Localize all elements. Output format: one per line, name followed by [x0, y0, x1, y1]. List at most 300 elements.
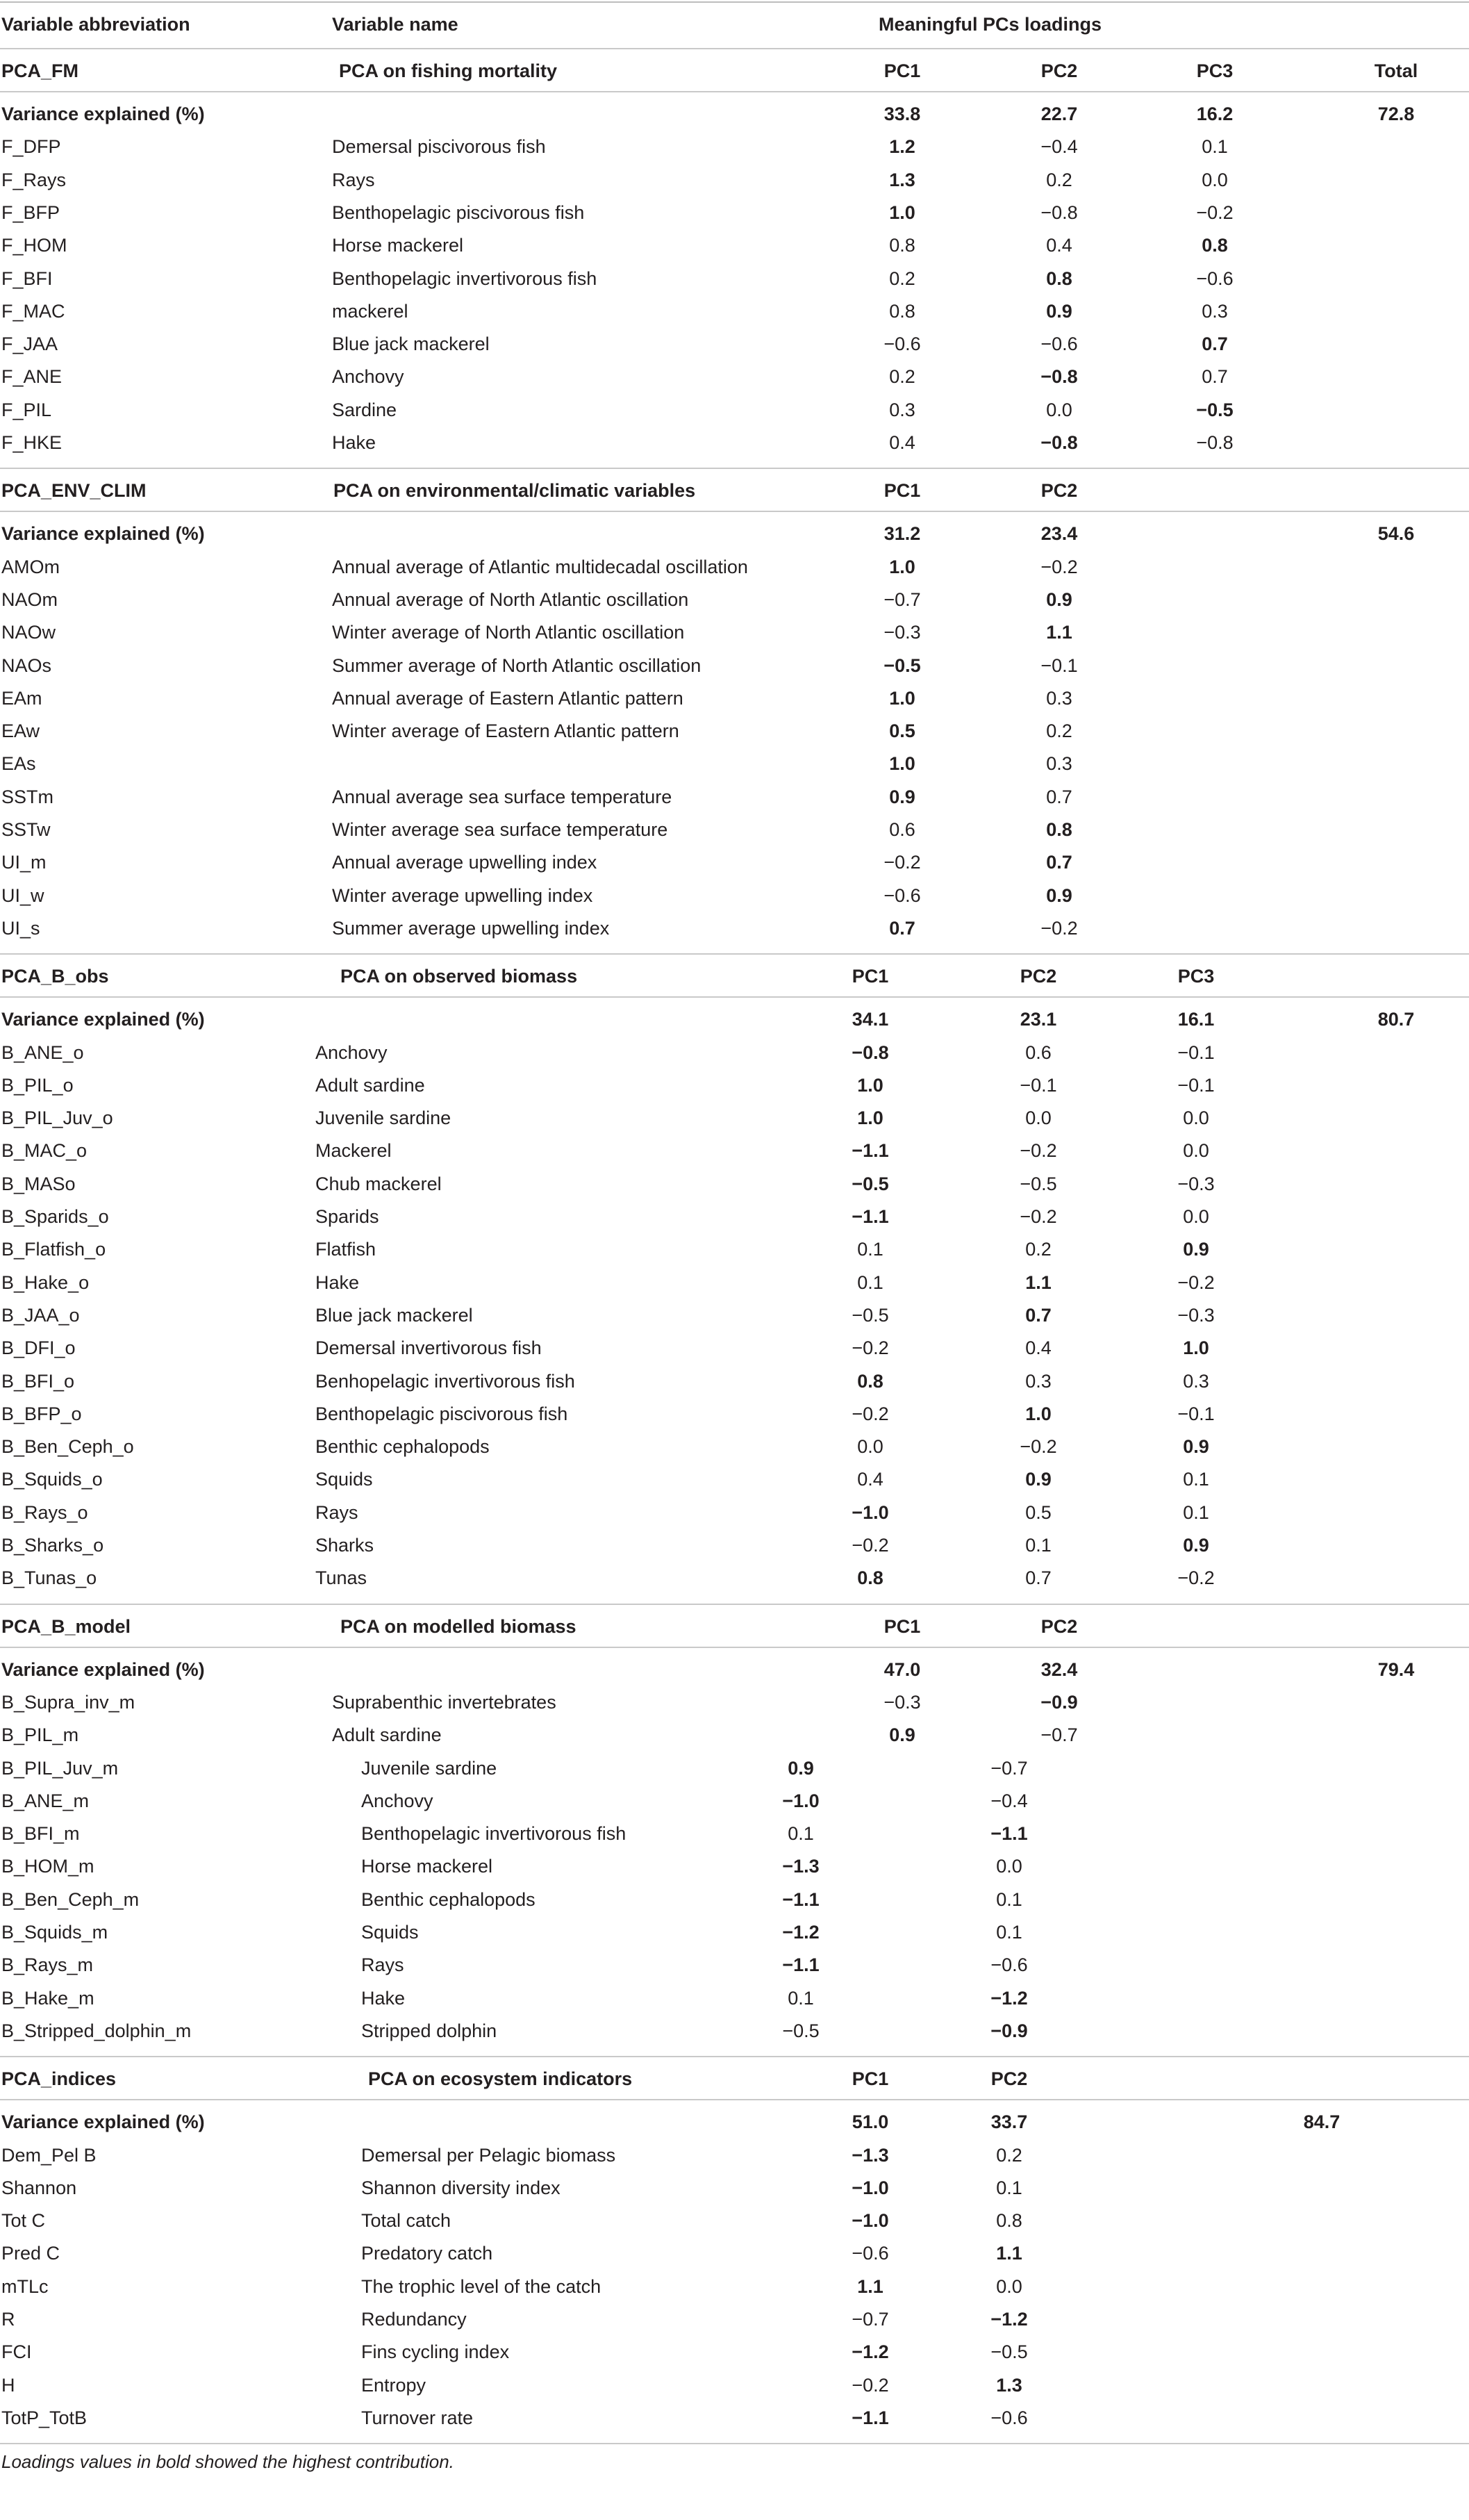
loading-value: −0.2: [1177, 1567, 1215, 1589]
variable-name: Demersal per Pelagic biomass: [361, 2144, 616, 2166]
header-loadings: Meaningful PCs loadings: [879, 14, 1102, 35]
loading-value: 1.0: [889, 753, 915, 775]
loading-value: −0.2: [852, 1337, 889, 1359]
loading-value: 0.1: [1025, 1535, 1052, 1556]
variable-abbreviation: F_HKE: [1, 432, 63, 453]
variable-name: Anchovy: [315, 1041, 388, 1063]
variable-abbreviation: B_ANE_o: [1, 1041, 84, 1063]
variable-name: The trophic level of the catch: [361, 2275, 601, 2297]
loading-value: −0.6: [990, 1954, 1028, 1976]
variable-name: Squids: [361, 1922, 419, 1943]
variable-abbreviation: H: [1, 2374, 15, 2396]
loading-value: 0.7: [1046, 852, 1072, 873]
loading-value: 0.9: [1183, 1239, 1209, 1260]
variable-name: Blue jack mackerel: [332, 333, 490, 355]
loading-value: 0.0: [996, 2275, 1022, 2297]
variable-name: Demersal invertivorous fish: [315, 1337, 542, 1359]
loading-value: −0.6: [852, 2243, 889, 2264]
variable-abbreviation: NAOw: [1, 622, 56, 643]
loading-value: 0.9: [1046, 884, 1072, 906]
variable-abbreviation: B_Hake_m: [1, 1987, 94, 2009]
section-title-row: [0, 1611, 1469, 1643]
loading-value: 0.0: [1183, 1140, 1209, 1162]
loading-value: 1.0: [889, 687, 915, 709]
table-rule: [0, 1604, 1469, 1605]
table-row: [0, 1884, 1469, 1916]
loading-value: 0.2: [1046, 169, 1072, 190]
variable-name: Benthopelagic invertivorous fish: [332, 267, 597, 289]
loading-value: −0.2: [852, 2374, 889, 2396]
variable-name: Sharks: [315, 1535, 374, 1556]
table-rule: [0, 2056, 1469, 2057]
variable-name: Summer average upwelling index: [332, 917, 610, 939]
table-row: [0, 748, 1469, 780]
loading-value: −1.2: [990, 2309, 1028, 2330]
variable-abbreviation: B_Ben_Ceph_o: [1, 1436, 134, 1458]
loading-value: −1.0: [852, 1501, 889, 1523]
loading-value: 0.3: [1046, 687, 1072, 709]
pc-header: PC2: [1040, 60, 1078, 81]
loading-value: −0.6: [883, 333, 921, 355]
loading-value: 0.8: [857, 1567, 883, 1589]
table-row: [0, 814, 1469, 846]
loading-value: −0.7: [990, 1757, 1028, 1779]
variable-name: Mackerel: [315, 1140, 392, 1162]
variable-abbreviation: EAw: [1, 720, 40, 742]
table-row: [0, 2015, 1469, 2048]
loading-value: −0.1: [1177, 1074, 1215, 1096]
table-rule: [0, 1, 1469, 3]
variable-abbreviation: B_Sharks_o: [1, 1535, 104, 1556]
variance-total: 84.7: [1303, 2111, 1341, 2133]
variable-abbreviation: B_Sparids_o: [1, 1206, 109, 1227]
loading-value: 0.6: [889, 819, 915, 840]
section-title: PCA_indices: [1, 2068, 117, 2090]
table-row: [0, 1916, 1469, 1949]
variable-abbreviation: B_DFI_o: [1, 1337, 76, 1359]
variable-name: Demersal piscivorous fish: [332, 136, 546, 158]
loading-value: −0.2: [1040, 556, 1078, 577]
loading-value: 0.3: [889, 399, 915, 420]
variable-name: Flatfish: [315, 1239, 376, 1260]
variable-name: Benthopelagic piscivorous fish: [315, 1403, 568, 1424]
loading-value: −0.5: [852, 1304, 889, 1326]
loading-value: −0.1: [1177, 1041, 1215, 1063]
loading-value: −1.1: [782, 1888, 820, 1910]
variance-value: 51.0: [852, 2111, 889, 2133]
loading-value: 0.2: [1025, 1239, 1052, 1260]
loading-value: 0.0: [1183, 1206, 1209, 1227]
variable-abbreviation: B_MASo: [1, 1173, 76, 1194]
table-row: [0, 2205, 1469, 2237]
variable-name: Rays: [332, 169, 375, 190]
loading-value: 0.1: [1183, 1469, 1209, 1490]
loading-value: −0.6: [883, 884, 921, 906]
variable-name: Total catch: [361, 2210, 451, 2232]
table-row: [0, 846, 1469, 879]
table-row: [0, 229, 1469, 262]
variable-abbreviation: Pred C: [1, 2243, 60, 2264]
variable-name: Juvenile sardine: [315, 1107, 451, 1129]
variable-abbreviation: F_HOM: [1, 235, 67, 256]
loading-value: 0.1: [788, 1987, 814, 2009]
table-rule: [0, 468, 1469, 469]
variable-abbreviation: B_MAC_o: [1, 1140, 88, 1162]
variable-name: Chub mackerel: [315, 1173, 442, 1194]
variable-name: Annual average of Eastern Atlantic pattern: [332, 687, 683, 709]
variance-value: 16.1: [1177, 1009, 1215, 1030]
table-row: [0, 1299, 1469, 1332]
loading-value: 0.9: [1025, 1469, 1052, 1490]
variable-abbreviation: SSTm: [1, 786, 54, 807]
loading-value: −0.8: [1196, 432, 1234, 453]
section-description: PCA on observed biomass: [340, 966, 578, 987]
loading-value: −0.3: [883, 1691, 921, 1713]
table-row: [0, 1982, 1469, 2015]
loading-value: 0.7: [1046, 786, 1072, 807]
variable-name: Benthopelagic piscivorous fish: [332, 201, 585, 223]
variance-value: 32.4: [1040, 1658, 1078, 1680]
variable-abbreviation: B_ANE_m: [1, 1790, 90, 1811]
table-row: [0, 1332, 1469, 1365]
table-row: [0, 131, 1469, 163]
loading-value: 0.0: [857, 1436, 883, 1458]
table-footnote: Loadings values in bold showed the highest contribution.: [1, 2451, 454, 2473]
loading-value: 0.1: [857, 1239, 883, 1260]
loading-value: −0.9: [1040, 1691, 1078, 1713]
table-row: [0, 2369, 1469, 2402]
table-row: [0, 584, 1469, 616]
variable-name: Turnover rate: [361, 2407, 474, 2428]
table-row: [0, 551, 1469, 584]
variable-name: Benthopelagic invertivorous fish: [361, 1823, 626, 1845]
table-row: [0, 1267, 1469, 1299]
variable-name: Blue jack mackerel: [315, 1304, 473, 1326]
table-row: [0, 361, 1469, 393]
variable-abbreviation: FCI: [1, 2341, 32, 2363]
loading-value: −0.2: [883, 852, 921, 873]
loading-value: −1.0: [852, 2210, 889, 2232]
pc-header: PC2: [1040, 1615, 1078, 1637]
variable-abbreviation: F_Rays: [1, 169, 67, 190]
variable-abbreviation: UI_w: [1, 884, 44, 906]
table-row: [0, 1398, 1469, 1431]
loading-value: 1.2: [889, 136, 915, 158]
loading-value: 1.0: [889, 556, 915, 577]
variance-value: 23.4: [1040, 523, 1078, 545]
loading-value: −0.5: [1020, 1173, 1057, 1194]
table-row: [0, 1686, 1469, 1719]
loading-value: −0.5: [990, 2341, 1028, 2363]
variable-abbreviation: Dem_Pel B: [1, 2144, 97, 2166]
variable-abbreviation: B_Rays_o: [1, 1501, 88, 1523]
loading-value: 0.8: [857, 1370, 883, 1392]
variance-total: 54.6: [1377, 523, 1415, 545]
variance-label: Variance explained (%): [1, 523, 205, 545]
loading-value: 0.7: [1025, 1304, 1052, 1326]
variable-abbreviation: F_ANE: [1, 366, 63, 388]
variable-name: Winter average of North Atlantic oscillation: [332, 622, 685, 643]
variable-abbreviation: SSTw: [1, 819, 51, 840]
variance-value: 16.2: [1196, 104, 1234, 124]
table-row: [0, 2303, 1469, 2336]
loading-value: −0.8: [1040, 366, 1078, 388]
loading-value: 0.0: [1183, 1107, 1209, 1129]
variable-abbreviation: B_JAA_o: [1, 1304, 80, 1326]
table-row: [0, 1233, 1469, 1266]
variance-total: 72.8: [1377, 104, 1415, 124]
loading-value: −0.2: [1020, 1436, 1057, 1458]
table-row: [0, 2271, 1469, 2303]
pc-header: PC2: [990, 2068, 1028, 2090]
variable-abbreviation: B_Stripped_dolphin_m: [1, 2020, 192, 2041]
variable-name: Squids: [315, 1469, 373, 1490]
section-title-row: [0, 55, 1469, 88]
loading-value: 0.4: [857, 1469, 883, 1490]
loading-value: 0.9: [1183, 1436, 1209, 1458]
variable-abbreviation: F_MAC: [1, 300, 65, 322]
total-header: Total: [1374, 60, 1418, 81]
variable-name: Winter average sea surface temperature: [332, 819, 668, 840]
variance-label: Variance explained (%): [1, 2111, 205, 2133]
section-title: PCA_FM: [1, 60, 79, 81]
loading-value: 1.0: [857, 1074, 883, 1096]
loading-value: 0.1: [996, 2177, 1022, 2198]
loading-value: −1.3: [852, 2144, 889, 2166]
loading-value: 0.9: [1046, 588, 1072, 610]
loading-value: 0.9: [788, 1757, 814, 1779]
loading-value: −0.1: [1177, 1403, 1215, 1424]
loading-value: 1.3: [889, 169, 915, 190]
variable-abbreviation: B_PIL_Juv_o: [1, 1107, 113, 1129]
variable-name: Annual average upwelling index: [332, 852, 597, 873]
loading-value: −1.1: [852, 2407, 889, 2428]
variable-name: mackerel: [332, 300, 408, 322]
table-row: [0, 263, 1469, 295]
variable-name: Sparids: [315, 1206, 379, 1227]
loading-value: −1.0: [782, 1790, 820, 1811]
variable-abbreviation: mTLc: [1, 2275, 49, 2297]
variable-abbreviation: R: [1, 2309, 15, 2330]
loading-value: 1.0: [1183, 1337, 1209, 1359]
variance-value: 47.0: [883, 1658, 921, 1680]
table-row: [0, 1201, 1469, 1233]
loading-value: 0.9: [889, 786, 915, 807]
table-row: [0, 1463, 1469, 1496]
loading-value: 1.0: [857, 1107, 883, 1129]
variable-name: Rays: [361, 1954, 404, 1976]
variable-abbreviation: B_BFP_o: [1, 1403, 82, 1424]
table-rule: [0, 2443, 1469, 2444]
variable-abbreviation: B_Hake_o: [1, 1271, 90, 1293]
loading-value: 1.3: [996, 2374, 1022, 2396]
variable-abbreviation: B_Ben_Ceph_m: [1, 1888, 140, 1910]
section-title: PCA_ENV_CLIM: [1, 480, 147, 502]
loading-value: −0.5: [1196, 399, 1234, 420]
variable-name: Sardine: [332, 399, 397, 420]
loading-value: 0.4: [889, 432, 915, 453]
loading-value: 0.6: [1025, 1041, 1052, 1063]
variance-total: 80.7: [1377, 1009, 1415, 1030]
pc-header: PC2: [1040, 480, 1078, 502]
table-row: [0, 1365, 1469, 1398]
loading-value: 0.8: [889, 235, 915, 256]
loading-value: 0.1: [996, 1888, 1022, 1910]
loading-value: 0.8: [1046, 267, 1072, 289]
loading-value: 0.1: [788, 1823, 814, 1845]
variable-abbreviation: F_DFP: [1, 136, 61, 158]
variable-abbreviation: AMOm: [1, 556, 60, 577]
loading-value: 0.9: [1183, 1535, 1209, 1556]
table-row: [0, 715, 1469, 748]
pc-header: PC1: [883, 1615, 921, 1637]
variable-name: Predatory catch: [361, 2243, 493, 2264]
variable-name: Annual average sea surface temperature: [332, 786, 672, 807]
loading-value: −0.2: [1040, 917, 1078, 939]
table-row: [0, 1168, 1469, 1201]
loading-value: −0.6: [990, 2407, 1028, 2428]
table-row: [0, 197, 1469, 229]
variance-value: 34.1: [852, 1009, 889, 1030]
variable-abbreviation: F_BFI: [1, 267, 53, 289]
variance-value: 23.1: [1020, 1009, 1057, 1030]
loading-value: 0.8: [1202, 235, 1228, 256]
loading-value: 0.0: [996, 1856, 1022, 1877]
variable-name: Rays: [315, 1501, 358, 1523]
variable-name: Fins cycling index: [361, 2341, 510, 2363]
variable-abbreviation: B_PIL_Juv_m: [1, 1757, 119, 1779]
section-title: PCA_B_model: [1, 1615, 131, 1637]
loading-value: −0.7: [852, 2309, 889, 2330]
variable-abbreviation: B_HOM_m: [1, 1856, 94, 1877]
loading-value: −0.5: [852, 1173, 889, 1194]
loading-value: 0.2: [1046, 720, 1072, 742]
variable-abbreviation: B_BFI_o: [1, 1370, 75, 1392]
table-row: [0, 616, 1469, 649]
variable-name: Anchovy: [332, 366, 404, 388]
loading-value: 0.2: [889, 267, 915, 289]
loading-value: 0.4: [1046, 235, 1072, 256]
variable-abbreviation: Shannon: [1, 2177, 77, 2198]
table-rule: [0, 953, 1469, 955]
loading-value: −0.3: [883, 622, 921, 643]
table-row: [0, 1850, 1469, 1883]
variance-row: [0, 1003, 1469, 1036]
loading-value: −0.8: [1040, 201, 1078, 223]
variance-row: [0, 98, 1469, 131]
loading-value: −1.1: [852, 1206, 889, 1227]
loading-value: 0.1: [996, 1922, 1022, 1943]
section-description: PCA on modelled biomass: [340, 1615, 576, 1637]
table-row: [0, 295, 1469, 328]
variable-name: Winter average upwelling index: [332, 884, 593, 906]
loading-value: 0.1: [857, 1271, 883, 1293]
loading-value: 0.7: [1025, 1567, 1052, 1589]
variable-name: Hake: [332, 432, 376, 453]
variance-label: Variance explained (%): [1, 1658, 205, 1680]
loading-value: 1.0: [889, 201, 915, 223]
pc-header: PC1: [852, 2068, 889, 2090]
pc-header: PC3: [1177, 966, 1215, 987]
loading-value: −0.8: [852, 1041, 889, 1063]
loading-value: −1.1: [852, 1140, 889, 1162]
loading-value: −0.6: [1040, 333, 1078, 355]
variable-abbreviation: F_JAA: [1, 333, 58, 355]
loading-value: 0.3: [1183, 1370, 1209, 1392]
loading-value: 0.1: [1202, 136, 1228, 158]
loading-value: −0.2: [1196, 201, 1234, 223]
loading-value: −1.2: [990, 1987, 1028, 2009]
variable-abbreviation: B_BFI_m: [1, 1823, 80, 1845]
variance-row: [0, 518, 1469, 550]
variable-name: Winter average of Eastern Atlantic pattern: [332, 720, 679, 742]
variable-name: Hake: [315, 1271, 360, 1293]
table-row: [0, 1497, 1469, 1529]
variance-value: 33.8: [883, 104, 921, 124]
table-row: [0, 427, 1469, 459]
table-row: [0, 781, 1469, 814]
loading-value: 0.0: [1025, 1107, 1052, 1129]
variable-name: Benthic cephalopods: [315, 1436, 490, 1458]
table-row: [0, 1529, 1469, 1562]
section-title-row: [0, 475, 1469, 507]
loading-value: 0.3: [1046, 753, 1072, 775]
variable-name: Hake: [361, 1987, 406, 2009]
loading-value: 0.3: [1025, 1370, 1052, 1392]
section-title: PCA_B_obs: [1, 966, 109, 987]
pc-header: PC1: [883, 480, 921, 502]
loading-value: −0.2: [1020, 1206, 1057, 1227]
pc-header: PC3: [1196, 60, 1234, 81]
variable-name: Entropy: [361, 2374, 426, 2396]
table-row: [0, 650, 1469, 682]
loading-value: 0.5: [1025, 1501, 1052, 1523]
loading-value: 1.0: [1025, 1403, 1052, 1424]
loading-value: 0.8: [889, 300, 915, 322]
table-row: [0, 164, 1469, 197]
table-row: [0, 2336, 1469, 2369]
table-row: [0, 1949, 1469, 1982]
table-row: [0, 2237, 1469, 2270]
loading-value: 0.8: [1046, 819, 1072, 840]
variable-abbreviation: B_PIL_m: [1, 1724, 79, 1746]
table-row: [0, 1752, 1469, 1785]
variable-name: Adult sardine: [315, 1074, 425, 1096]
variance-row: [0, 2106, 1469, 2139]
loading-value: −0.2: [1020, 1140, 1057, 1162]
variable-abbreviation: B_Flatfish_o: [1, 1239, 106, 1260]
variable-abbreviation: NAOm: [1, 588, 58, 610]
loading-value: 1.1: [1025, 1271, 1052, 1293]
variance-label: Variance explained (%): [1, 104, 205, 124]
loading-value: −0.7: [1040, 1724, 1078, 1746]
variable-name: Anchovy: [361, 1790, 433, 1811]
loading-value: −0.9: [990, 2020, 1028, 2041]
variance-row: [0, 1654, 1469, 1686]
table-header-row: [0, 8, 1469, 41]
table-row: [0, 394, 1469, 427]
variance-label: Variance explained (%): [1, 1009, 205, 1030]
variance-value: 22.7: [1040, 104, 1078, 124]
header-name: Variable name: [332, 14, 458, 35]
variable-abbreviation: UI_s: [1, 917, 40, 939]
loading-value: −0.4: [1040, 136, 1078, 158]
loading-value: 0.4: [1025, 1337, 1052, 1359]
table-row: [0, 328, 1469, 361]
pc-header: PC2: [1020, 966, 1057, 987]
variable-name: Suprabenthic invertebrates: [332, 1691, 556, 1713]
table-row: [0, 1431, 1469, 1463]
